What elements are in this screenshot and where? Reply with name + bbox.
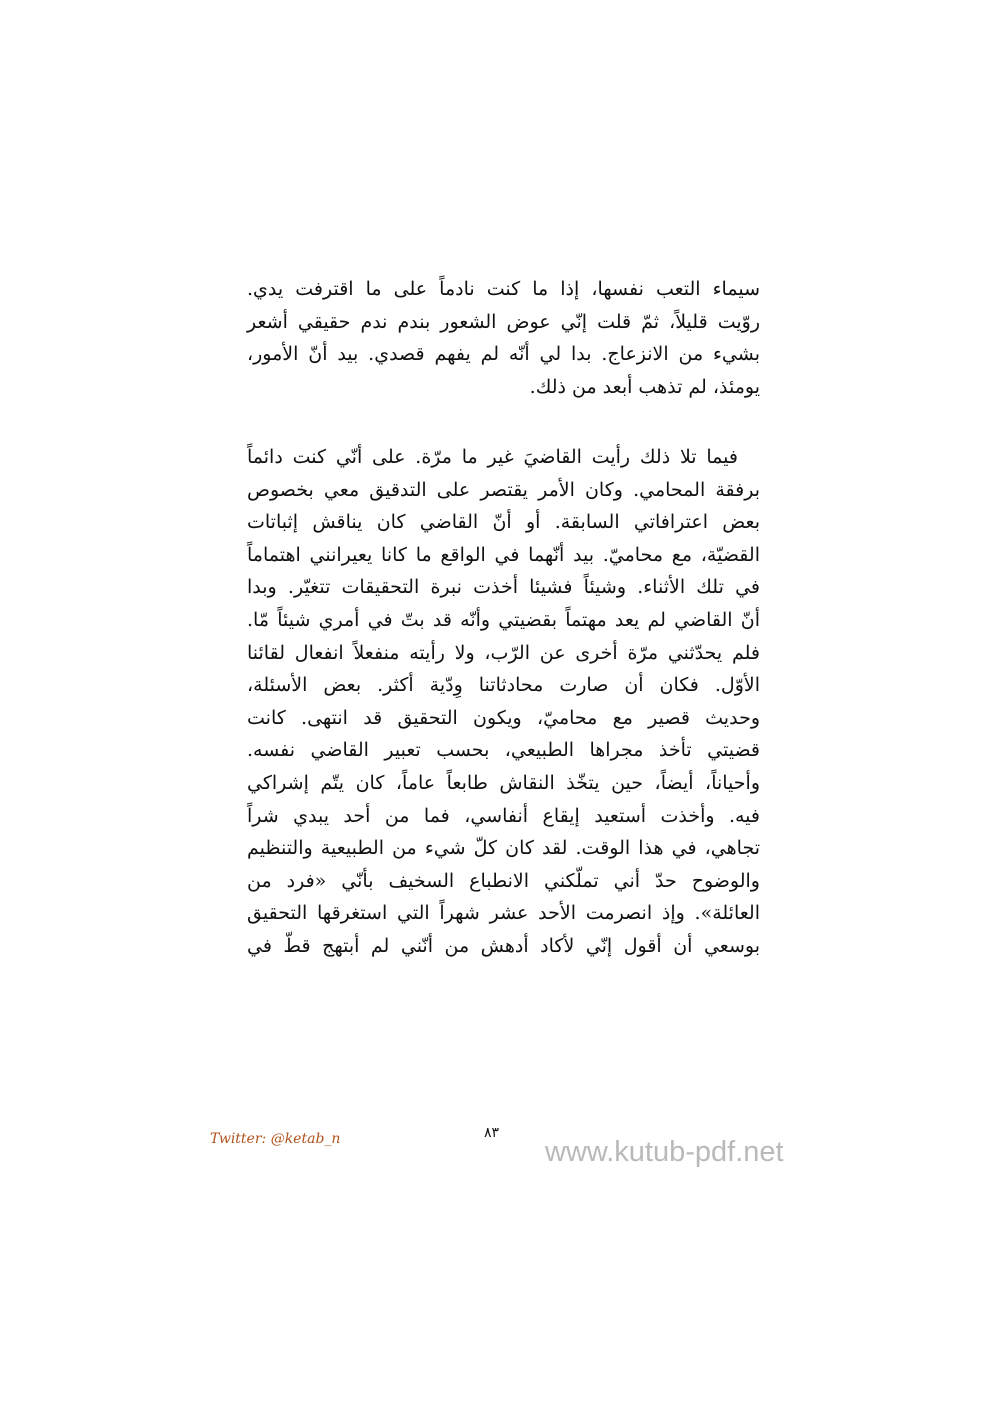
text-line: بشيء من الانزعاج. بدا لي أنّه لم يفهم قصدي. بيد أنّ الأمور، bbox=[247, 343, 760, 366]
text-line: سيماء التعب نفسها، إذا ما كنت نادماً على ما اقترفت يدي. bbox=[247, 278, 760, 300]
text-line: وحديث قصير مع محاميّ، ويكون التحقيق قد انتهى. كانت bbox=[247, 706, 760, 729]
text-line: روّيت قليلاً، ثمّ قلت إنّي عوض الشعور بندم ندم حقيقي أشعر bbox=[247, 310, 760, 333]
text-line: والوضوح حدّ أني تملّكني الانطباع السخيف بأنّي «فرد من bbox=[247, 869, 760, 892]
text-line: فلم يحدّثني مرّة أخرى عن الرّب، ولا رأيته منفعلاً انفعال لقائنا bbox=[247, 641, 760, 664]
text-line: برفقة المحامي. وكان الأمر يقتصر على التدقيق معي بخصوص bbox=[247, 478, 760, 501]
text-line: يومئذ، لم تذهب أبعد من ذلك. bbox=[529, 375, 760, 398]
twitter-handle: Twitter: @ketab_n bbox=[210, 1131, 341, 1147]
text-line: وأحياناً، أيضاً، حين يتخّذ النقاش طابعاً عاماً، كان يتّم إشراكي bbox=[247, 771, 760, 794]
paragraph-2 bbox=[247, 441, 760, 963]
text-line: تجاهي، في هذا الوقت. لقد كان كلّ شيء من الطبيعية والتنظيم bbox=[247, 837, 760, 860]
text-line: بوسعي أن أقول إنّي لأكاد أدهش من أنّني لم أبتهج قطّ في bbox=[247, 934, 760, 957]
text-line: في تلك الأثناء. وشيئاً فشيئا أخذت نبرة التحقيقات تتغيّر. وبدا bbox=[247, 576, 760, 599]
paragraph-1 bbox=[247, 273, 760, 403]
page-number: ٨٣ bbox=[484, 1125, 500, 1141]
text-line: فيما تلا ذلك رأيت القاضيَ غير ما مرّة. على أنّي كنت دائماً bbox=[247, 446, 738, 468]
text-line: العائلة». وإذ انصرمت الأحد عشر شهراً التي استغرقها التحقيق bbox=[247, 902, 760, 925]
text-line: قضيتي تأخذ مجراها الطبيعي، بحسب تعبير القاضي نفسه. bbox=[247, 739, 760, 762]
text-line: فيه. وأخذت أستعيد إيقاع أنفاسي، فما من أحد يبدي شراً bbox=[247, 804, 760, 827]
text-line: القضيّة، مع محاميّ. بيد أنّهما في الواقع ما كانا يعيرانني اهتماماً bbox=[247, 543, 760, 566]
text-line: بعض اعترافاتي السابقة. أو أنّ القاضي كان يناقش إثباتات bbox=[247, 511, 760, 534]
text-line: أنّ القاضي لم يعد مهتماً بقضيتي وأنّه قد بتّ في أمري شيئاً مّا. bbox=[247, 608, 760, 631]
watermark: www.kutub-pdf.net bbox=[545, 1136, 784, 1168]
text-line: الأوّل. فكان أن صارت محادثاتنا وِدّية أكثر. بعض الأسئلة، bbox=[247, 674, 760, 697]
